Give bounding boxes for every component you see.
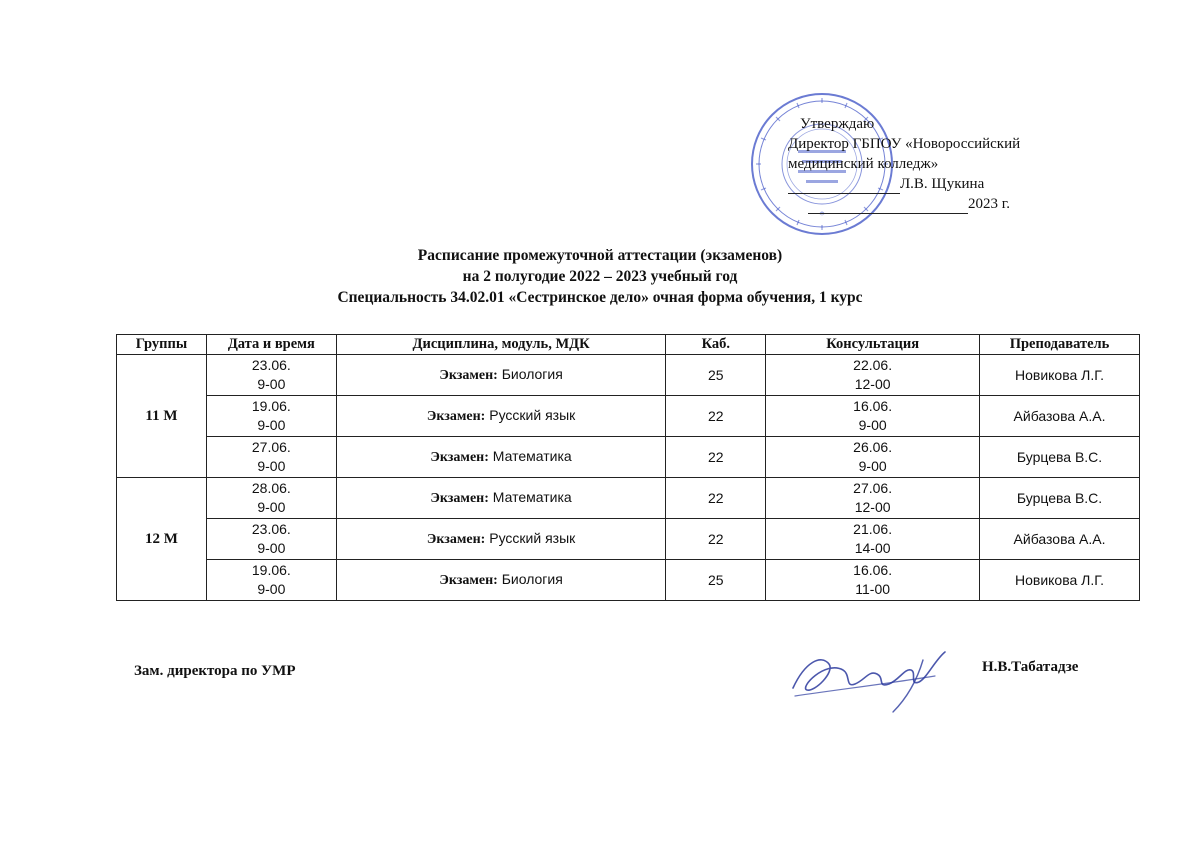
consultation-time: 12-00 [854, 499, 891, 515]
exam-date: 23.06. [251, 521, 291, 537]
discipline-cell [336, 478, 666, 519]
teacher-cell: Бурцева В.С. [980, 478, 1140, 519]
consultation-cell [766, 560, 980, 601]
consultation-cell [766, 519, 980, 560]
header-discipline: Дисциплина, модуль, МДК [336, 335, 666, 355]
approval-signer: Л.В. Щукина [900, 176, 985, 192]
table-header-row [117, 335, 1140, 355]
consultation-date: 22.06. [853, 357, 893, 373]
room-cell: 25 [666, 355, 766, 396]
approval-block [788, 114, 1108, 214]
exam-time: 9-00 [257, 499, 286, 515]
consultation-date: 16.06. [853, 398, 893, 414]
room-cell: 22 [666, 437, 766, 478]
exam-time: 9-00 [257, 458, 286, 474]
exam-time: 9-00 [257, 581, 286, 597]
exam-date: 23.06. [251, 357, 291, 373]
table-row [117, 355, 1140, 396]
exam-time: 9-00 [257, 540, 286, 556]
group-cell: 11 М [117, 355, 207, 478]
exam-date: 19.06. [251, 562, 291, 578]
consultation-time: 9-00 [858, 417, 887, 433]
subject-name: Математика [492, 448, 572, 464]
subject-name: Русский язык [489, 530, 576, 546]
group-cell: 12 М [117, 478, 207, 601]
approval-organization: медицинский колледж» [788, 156, 939, 172]
consultation-time: 11-00 [855, 581, 891, 597]
approval-year: 2023 г. [968, 196, 1010, 212]
consultation-cell [766, 396, 980, 437]
deputy-director-position: Зам. директора по УМР [134, 663, 296, 679]
room-cell: 25 [666, 560, 766, 601]
header-teacher: Преподаватель [980, 335, 1140, 355]
teacher-cell: Бурцева В.С. [980, 437, 1140, 478]
room-cell: 22 [666, 478, 766, 519]
consultation-cell [766, 437, 980, 478]
title-line-1: Расписание промежуточной аттестации (экзаменов) [417, 247, 783, 264]
table-row [117, 478, 1140, 519]
exam-label: Экзамен: [426, 409, 486, 424]
exam-label: Экзамен: [430, 491, 489, 506]
teacher-cell: Новикова Л.Г. [980, 560, 1140, 601]
discipline-cell [336, 396, 666, 437]
consultation-date: 27.06. [853, 480, 893, 496]
exam-label: Экзамен: [439, 573, 498, 588]
subject-name: Русский язык [489, 407, 576, 423]
table-row [117, 396, 1140, 437]
header-groups: Группы [117, 335, 207, 355]
exam-date: 27.06. [251, 439, 291, 455]
approval-heading: Утверждаю [800, 116, 875, 132]
exam-label: Экзамен: [426, 532, 486, 547]
table-row [117, 560, 1140, 601]
header-room: Каб. [666, 335, 766, 355]
room-cell: 22 [666, 519, 766, 560]
table-row [117, 437, 1140, 478]
date-time-cell [206, 437, 336, 478]
date-time-cell [206, 519, 336, 560]
subject-name: Математика [492, 489, 572, 505]
consultation-date: 16.06. [853, 562, 893, 578]
title-line-3: Специальность 34.02.01 «Сестринское дело» очная форма обучения, 1 курс [337, 289, 863, 306]
signature-blank [788, 179, 900, 194]
handwritten-signature [785, 640, 955, 718]
discipline-cell [336, 437, 666, 478]
exam-date: 19.06. [251, 398, 291, 414]
approval-position: Директор ГБПОУ «Новороссийский [788, 136, 1021, 152]
table-row [117, 519, 1140, 560]
date-blank [808, 199, 968, 214]
svg-text:*: * [819, 210, 825, 221]
exam-schedule-table [116, 334, 1140, 601]
consultation-cell [766, 478, 980, 519]
document-title [200, 245, 1000, 308]
exam-label: Экзамен: [430, 450, 489, 465]
date-time-cell [206, 355, 336, 396]
approval-date-line [788, 194, 1108, 214]
header-consultation: Консультация [766, 335, 980, 355]
teacher-cell: Айбазова А.А. [980, 396, 1140, 437]
consultation-time: 14-00 [854, 540, 891, 556]
exam-date: 28.06. [251, 480, 291, 496]
discipline-cell [336, 560, 666, 601]
room-cell: 22 [666, 396, 766, 437]
discipline-cell [336, 519, 666, 560]
consultation-time: 9-00 [858, 458, 887, 474]
consultation-time: 12-00 [854, 376, 891, 392]
exam-time: 9-00 [257, 417, 286, 433]
discipline-cell [336, 355, 666, 396]
exam-time: 9-00 [257, 376, 286, 392]
teacher-cell: Новикова Л.Г. [980, 355, 1140, 396]
date-time-cell [206, 478, 336, 519]
title-line-2: на 2 полугодие 2022 – 2023 учебный год [462, 268, 738, 285]
date-time-cell [206, 396, 336, 437]
deputy-director-name: Н.В.Табатадзе [982, 659, 1079, 675]
approval-signature-line [788, 174, 1108, 194]
consultation-date: 26.06. [853, 439, 893, 455]
subject-name: Биология [501, 571, 563, 587]
subject-name: Биология [501, 366, 563, 382]
date-time-cell [206, 560, 336, 601]
teacher-cell: Айбазова А.А. [980, 519, 1140, 560]
consultation-date: 21.06. [853, 521, 893, 537]
consultation-cell [766, 355, 980, 396]
header-date-time: Дата и время [206, 335, 336, 355]
exam-label: Экзамен: [439, 368, 498, 383]
